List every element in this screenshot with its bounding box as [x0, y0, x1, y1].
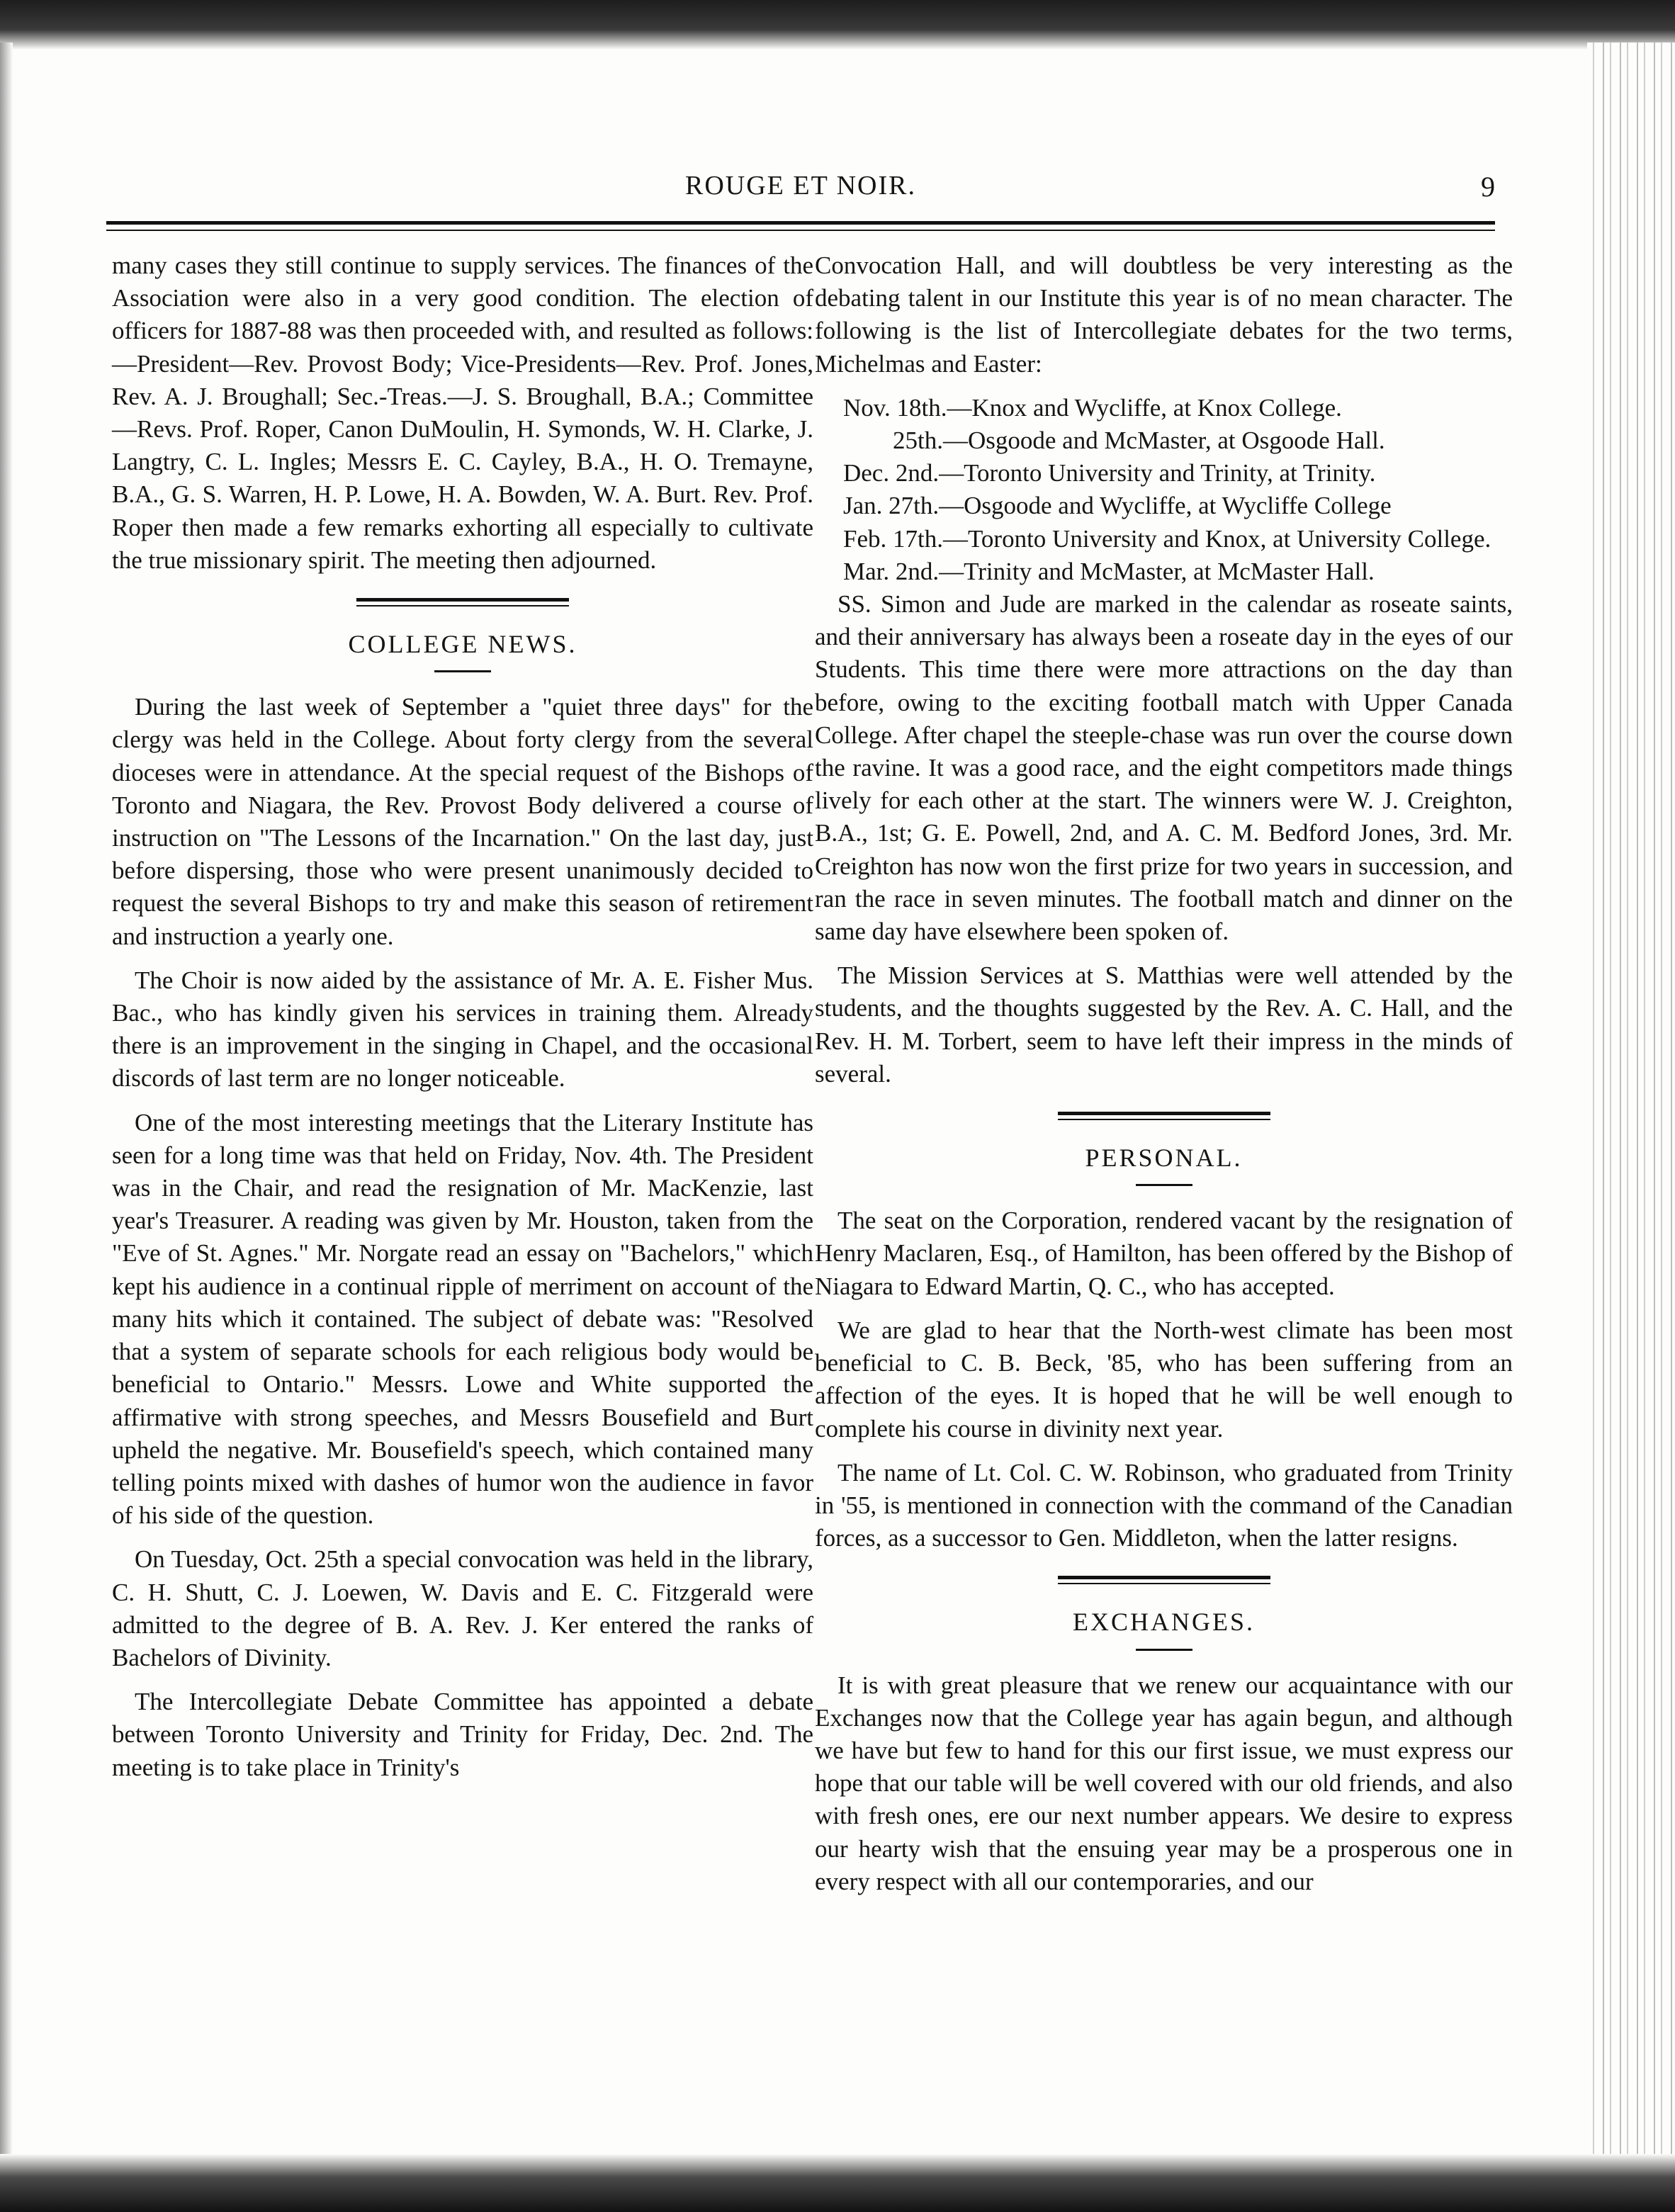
article-paragraph: The Intercollegiate Debate Committee has appointed a debate between Toronto University and Trinity for Friday, Dec. 2nd. The meeting is to take place in Trinity's: [112, 1688, 813, 1781]
section-divider: [1058, 1112, 1270, 1120]
heading-underline: [1136, 1184, 1192, 1186]
section-divider: [1058, 1576, 1270, 1584]
debate-entry: Feb. 17th.—Toronto University and Knox, at University College.: [843, 524, 1491, 553]
left-column: [112, 249, 813, 1795]
scan-top-edge: [0, 0, 1675, 50]
scan-left-edge: [0, 43, 13, 2161]
running-head: [106, 170, 1495, 213]
header-rule: [106, 221, 1495, 225]
debate-entry: 25th.—Osgoode and McMaster, at Osgoode Hall.: [893, 427, 1385, 455]
article-paragraph: The seat on the Corporation, rendered vacant by the resignation of Henry Maclaren, Esq., of Hamilton, has been offered by the Bishop of Niagara to Edward Martin, Q. C., who has accepted.: [815, 1207, 1513, 1300]
article-paragraph: We are glad to hear that the North-west climate has been most beneficial to C. B. Beck, '85, who has been suffering from an affection of the eyes. It is hoped that he will be well enough to complete his course in divinity next year.: [815, 1316, 1513, 1443]
heading-underline: [1136, 1649, 1192, 1651]
article-paragraph: During the last week of September a "quiet three days" for the clergy was held in the College. About forty clergy from the several dioceses were in attendance. At the special request of the Bishops of Toronto and Niagara, the Rev. Provost Body delivered a course of instruction on "The Lessons of the Incarnation." On the last day, just before dispersing, those who were present unanimously decided to request the several Bishops to try and make this season of retirement and instruction a yearly one.: [112, 693, 813, 950]
article-paragraph: On Tuesday, Oct. 25th a special convocation was held in the library, C. H. Shutt, C. J. Loewen, W. Davis and E. C. Fitzgerald were admitted to the degree of B. A. Rev. J. Ker entered the ranks of Bachelors of Divinity.: [112, 1545, 813, 1671]
scan-right-edge: [1587, 43, 1675, 2161]
personal-heading: PERSONAL.: [1085, 1144, 1243, 1173]
exchanges-heading: EXCHANGES.: [1072, 1608, 1255, 1637]
missionary-report-paragraph: many cases they still continue to supply services. The finances of the Association were also in a very good condition. The election of officers for 1887-88 was then proceeded with, and resulted as follows:—President—Rev. Provost Body; Vice-Presidents—Rev. Prof. Jones, Rev. A. J. Broughall; Sec.-Treas.—J. S. Broughall, B.A.; Committee—Revs. Prof. Roper, Canon DuMoulin, H. Symonds, W. H. Clarke, J. Langtry, C. L. Ingles; Messrs E. C. Cayley, B.A., H. O. Tremayne, B.A., G. S. Warren, H. P. Lowe, H. A. Bowden, W. A. Burt. Rev. Prof. Roper then made a few remarks exhorting all especially to cultivate the true missionary spirit. The meeting then adjourned.: [112, 252, 813, 574]
article-paragraph: One of the most interesting meetings that the Literary Institute has seen for a long time was that held on Friday, Nov. 4th. The President was in the Chair, and read the resignation of Mr. MacKenzie, last year's Treasurer. A reading was given by Mr. Houston, taken from the "Eve of St. Agnes." Mr. Norgate read an essay on "Bachelors," which kept his audience in a continual ripple of merriment on account of the many hits which it contained. The subject of debate was: "Resolved that a system of separate schools for each religious body would be beneficial to Ontario." Messrs. Lowe and White supported the affirmative with strong speeches, and Messrs Bousefield and Burt upheld the negative. Mr. Bousefield's speech, which contained many telling points mixed with dashes of humor won the audience in favor of his side of the question.: [112, 1108, 813, 1530]
article-paragraph: The Mission Services at S. Matthias were well attended by the students, and the thoughts suggested by the Rev. A. C. Hall, and the Rev. H. M. Torbert, seem to have left their impress in the minds of several.: [815, 961, 1513, 1088]
college-news-heading: COLLEGE NEWS.: [348, 630, 577, 659]
heading-underline: [434, 670, 491, 672]
debate-entry: Nov. 18th.—Knox and Wycliffe, at Knox College.: [843, 393, 1342, 422]
scan-bottom-edge: [0, 2154, 1675, 2212]
journal-title: ROUGE ET NOIR.: [684, 171, 916, 201]
debate-entry: Dec. 2nd.—Toronto University and Trinity, at Trinity.: [843, 459, 1376, 487]
article-paragraph: It is with great pleasure that we renew our acquaintance with our Exchanges now that the College year has again begun, and although we have but few to hand for this our first issue, we must express our hope that our table will be well covered with our old friends, and also with fresh ones, ere our next number appears. We desire to express our hearty wish that the ensuing year may be a prosperous one in every respect with all our contemporaries, and our: [815, 1671, 1513, 1895]
header-rule-thin: [106, 230, 1495, 231]
right-column: [815, 249, 1513, 1909]
article-paragraph: The Choir is now aided by the assistance of Mr. A. E. Fisher Mus. Bac., who has kindly given his services in training them. Already there is an improvement in the singing in Chapel, and the occasional discords of last term are no longer noticeable.: [112, 966, 813, 1093]
debate-entry: Jan. 27th.—Osgoode and Wycliffe, at Wycliffe College: [843, 492, 1392, 520]
debate-entry: Mar. 2nd.—Trinity and McMaster, at McMaster Hall.: [843, 557, 1375, 585]
article-paragraph: The name of Lt. Col. C. W. Robinson, who graduated from Trinity in '55, is mentioned in connection with the command of the Canadian forces, as a successor to Gen. Middleton, when the latter resigns.: [815, 1458, 1513, 1552]
page-number: 9: [1481, 171, 1495, 203]
section-divider: [356, 598, 569, 606]
debate-schedule: [815, 392, 1513, 588]
article-paragraph: SS. Simon and Jude are marked in the calendar as roseate saints, and their anniversary has always been a roseate day in the eyes of our Students. This time there were more attractions on the day than before, owing to the exciting football match with Upper Canada College. After chapel the steeple-chase was run over the course down the ravine. It was a good race, and the eight competitors made things lively for each other at the start. The winners were W. J. Creighton, B.A., 1st; G. E. Powell, 2nd, and A. C. M. Bedford Jones, 3rd. Mr. Creighton has now won the first prize for two years in succession, and ran the race in seven minutes. The football match and dinner on the same day have elsewhere been spoken of.: [815, 590, 1513, 946]
article-paragraph: Convocation Hall, and will doubtless be very interesting as the debating talent in our Institute this year is of no mean character. The following is the list of Intercollegiate debates for the two terms, Michelmas and Easter:: [815, 252, 1513, 378]
